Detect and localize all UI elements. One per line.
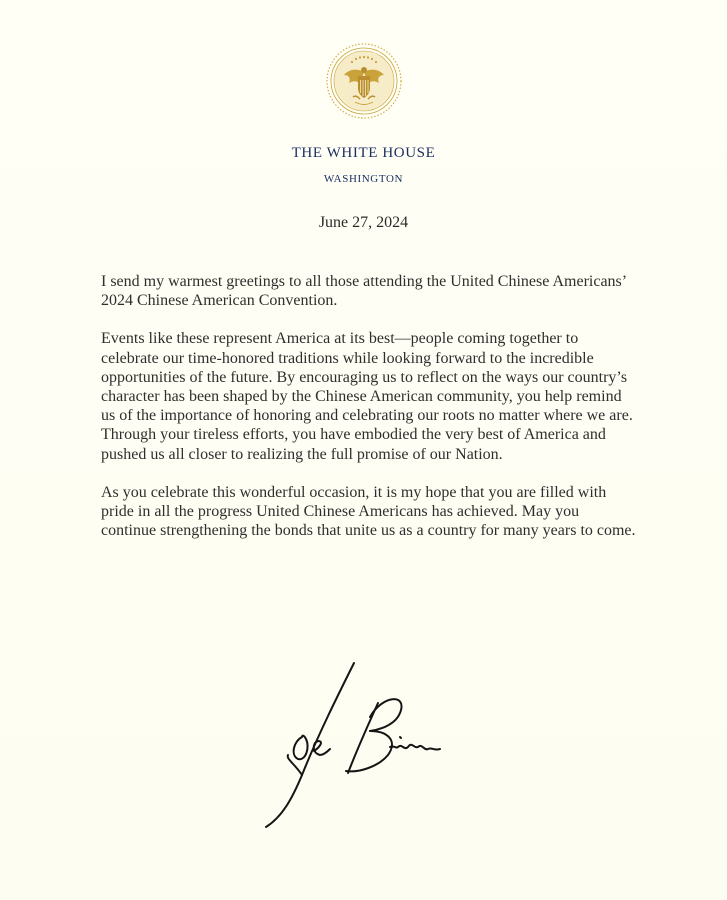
letterhead-title: THE WHITE HOUSE	[291, 145, 436, 161]
presidential-seal-icon	[325, 42, 403, 120]
letter-body	[101, 272, 636, 559]
signature	[258, 655, 458, 835]
letter-paragraph: Events like these represent America at its best—people coming together to celebrate our time-honored traditions while looking forward to the incredible opportunities of the future. By encouraging us to reflect on the ways our country’s character has been shaped by the Chinese American community, you help remind us of the importance of honoring and celebrating our roots no matter where we are. Through your tireless efforts, you have embodied the very best of America and pushed us all closer to realizing the full promise of our Nation.	[101, 330, 633, 463]
letter-paragraph: As you celebrate this wonderful occasion, it is my hope that you are filled with pride in all the progress United Chinese Americans has achieved. May you continue strengthening the bonds that unite us as a country for many years to come.	[101, 483, 636, 540]
letter-paragraph: I send my warmest greetings to all those attending the United Chinese Americans’ 2024 Chinese American Convention.	[101, 273, 626, 310]
letter-date: June 27, 2024	[318, 214, 409, 231]
letterhead-subtitle: WASHINGTON	[323, 173, 404, 185]
